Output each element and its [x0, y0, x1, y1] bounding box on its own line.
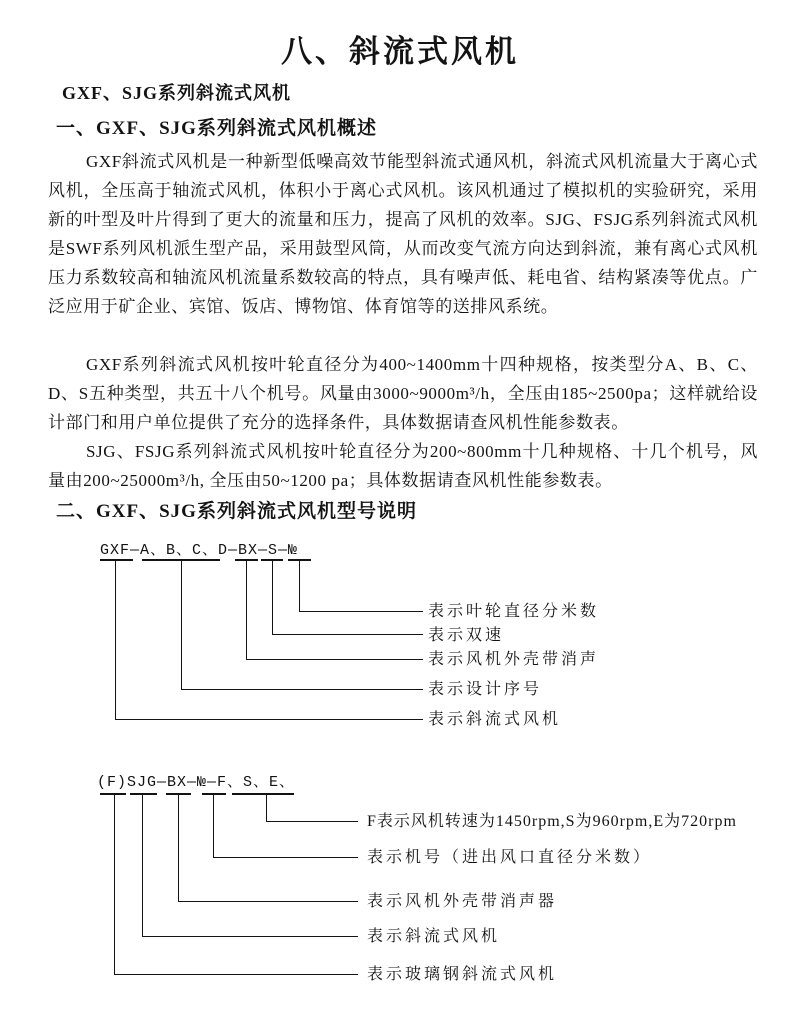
callout-label-diagonal-fan: 表示斜流式风机	[428, 711, 562, 728]
callout-line-fse	[266, 794, 358, 822]
callout-label-frp-diagonal-fan: 表示玻璃钢斜流式风机	[367, 966, 558, 983]
callout-line-no	[299, 560, 423, 612]
model-code-sjg: (F)SJG—BX—№—F、S、E、	[97, 774, 296, 791]
callout-label-silencer-casing2: 表示风机外壳带消声器	[367, 893, 558, 910]
callout-label-machine-no: 表示机号（进出风口直径分米数）	[367, 849, 653, 866]
callout-label-fan-speed: F表示风机转速为1450rpm,S为960rpm,E为720rpm	[367, 813, 737, 830]
section2-heading: 二、GXF、SJG系列斜流式风机型号说明	[56, 501, 417, 522]
overview-paragraph-2: GXF系列斜流式风机按叶轮直径分为400~1400mm十四种规格，按类型分A、B、C、D、S五种类型，共五十八个机号。风量由3000~9000m³/h，全压由185~2500pa；这样就给设计部门和用户单位提供了充分的选择条件，具体数据请查风机性能参数表。	[48, 355, 758, 432]
callout-label-diagonal-fan2: 表示斜流式风机	[367, 928, 501, 945]
page-title: 八、斜流式风机	[281, 34, 519, 69]
callout-label-silencer-casing: 表示风机外壳带消声	[428, 651, 600, 668]
callout-label-design-serial: 表示设计序号	[428, 681, 543, 698]
callout-label-dual-speed: 表示双速	[428, 627, 505, 644]
callout-label-impeller-diameter: 表示叶轮直径分米数	[428, 603, 600, 620]
section1-heading: 一、GXF、SJG系列斜流式风机概述	[56, 118, 377, 139]
series-subtitle: GXF、SJG系列斜流式风机	[62, 83, 292, 103]
overview-paragraph-3: SJG、FSJG系列斜流式风机按叶轮直径分为200~800mm十几种规格、十几个机号，风量由200~25000m³/h, 全压由50~1200 pa；具体数据请查风机性能参数表。	[48, 442, 758, 490]
model-code-gxf: GXF—A、B、C、D—BX—S—№	[100, 542, 299, 559]
overview-paragraph-1: GXF斜流式风机是一种新型低噪高效节能型斜流式通风机，斜流式风机流量大于离心式风机，全压高于轴流式风机，体积小于离心式风机。该风机通过了模拟机的实验研究，采用新的叶型及叶片得到了更大的流量和压力，提高了风机的效率。SJG、FSJG系列斜流式风机是SWF系列风机派生型产品，采用鼓型风筒，从而改变气流方向达到斜流，兼有离心式风机压力系数较高和轴流风机流量系数较高的特点，具有噪声低、耗电省、结构紧凑等优点。广泛应用于矿企业、宾馆、饭店、博物馆、体育馆等的送排风系统。	[48, 152, 758, 316]
